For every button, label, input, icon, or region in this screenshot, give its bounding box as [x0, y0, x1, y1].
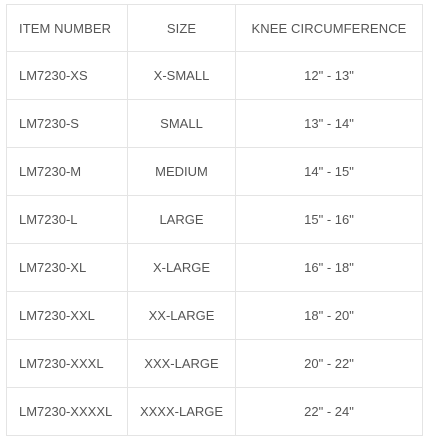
knee-circumference-cell: 22" - 24": [236, 388, 423, 436]
table-row: [7, 292, 423, 340]
size-cell: LARGE: [128, 196, 236, 244]
knee-circumference-cell: 13" - 14": [236, 100, 423, 148]
size-cell: X-SMALL: [128, 52, 236, 100]
item-number-cell: LM7230-S: [7, 100, 128, 148]
header-size: SIZE: [128, 5, 236, 52]
item-number-cell: LM7230-XXXXL: [7, 388, 128, 436]
size-cell: XXXX-LARGE: [128, 388, 236, 436]
item-number-cell: LM7230-XXL: [7, 292, 128, 340]
size-chart-table: [6, 4, 423, 436]
knee-circumference-cell: 20" - 22": [236, 340, 423, 388]
knee-circumference-cell: 14" - 15": [236, 148, 423, 196]
item-number-cell: LM7230-XS: [7, 52, 128, 100]
table-row: [7, 100, 423, 148]
knee-circumference-cell: 12" - 13": [236, 52, 423, 100]
knee-circumference-cell: 18" - 20": [236, 292, 423, 340]
knee-circumference-cell: 15" - 16": [236, 196, 423, 244]
table-row: [7, 196, 423, 244]
item-number-cell: LM7230-M: [7, 148, 128, 196]
item-number-cell: LM7230-XXXL: [7, 340, 128, 388]
item-number-cell: LM7230-XL: [7, 244, 128, 292]
size-cell: SMALL: [128, 100, 236, 148]
item-number-cell: LM7230-L: [7, 196, 128, 244]
size-cell: X-LARGE: [128, 244, 236, 292]
table-row: [7, 148, 423, 196]
knee-circumference-cell: 16" - 18": [236, 244, 423, 292]
header-item-number: ITEM NUMBER: [7, 5, 128, 52]
size-cell: XX-LARGE: [128, 292, 236, 340]
table-row: [7, 340, 423, 388]
table-row: [7, 52, 423, 100]
size-cell: MEDIUM: [128, 148, 236, 196]
table-row: [7, 244, 423, 292]
header-knee-circumference: KNEE CIRCUMFERENCE: [236, 5, 423, 52]
table-row: [7, 388, 423, 436]
table-header-row: [7, 5, 423, 52]
size-cell: XXX-LARGE: [128, 340, 236, 388]
